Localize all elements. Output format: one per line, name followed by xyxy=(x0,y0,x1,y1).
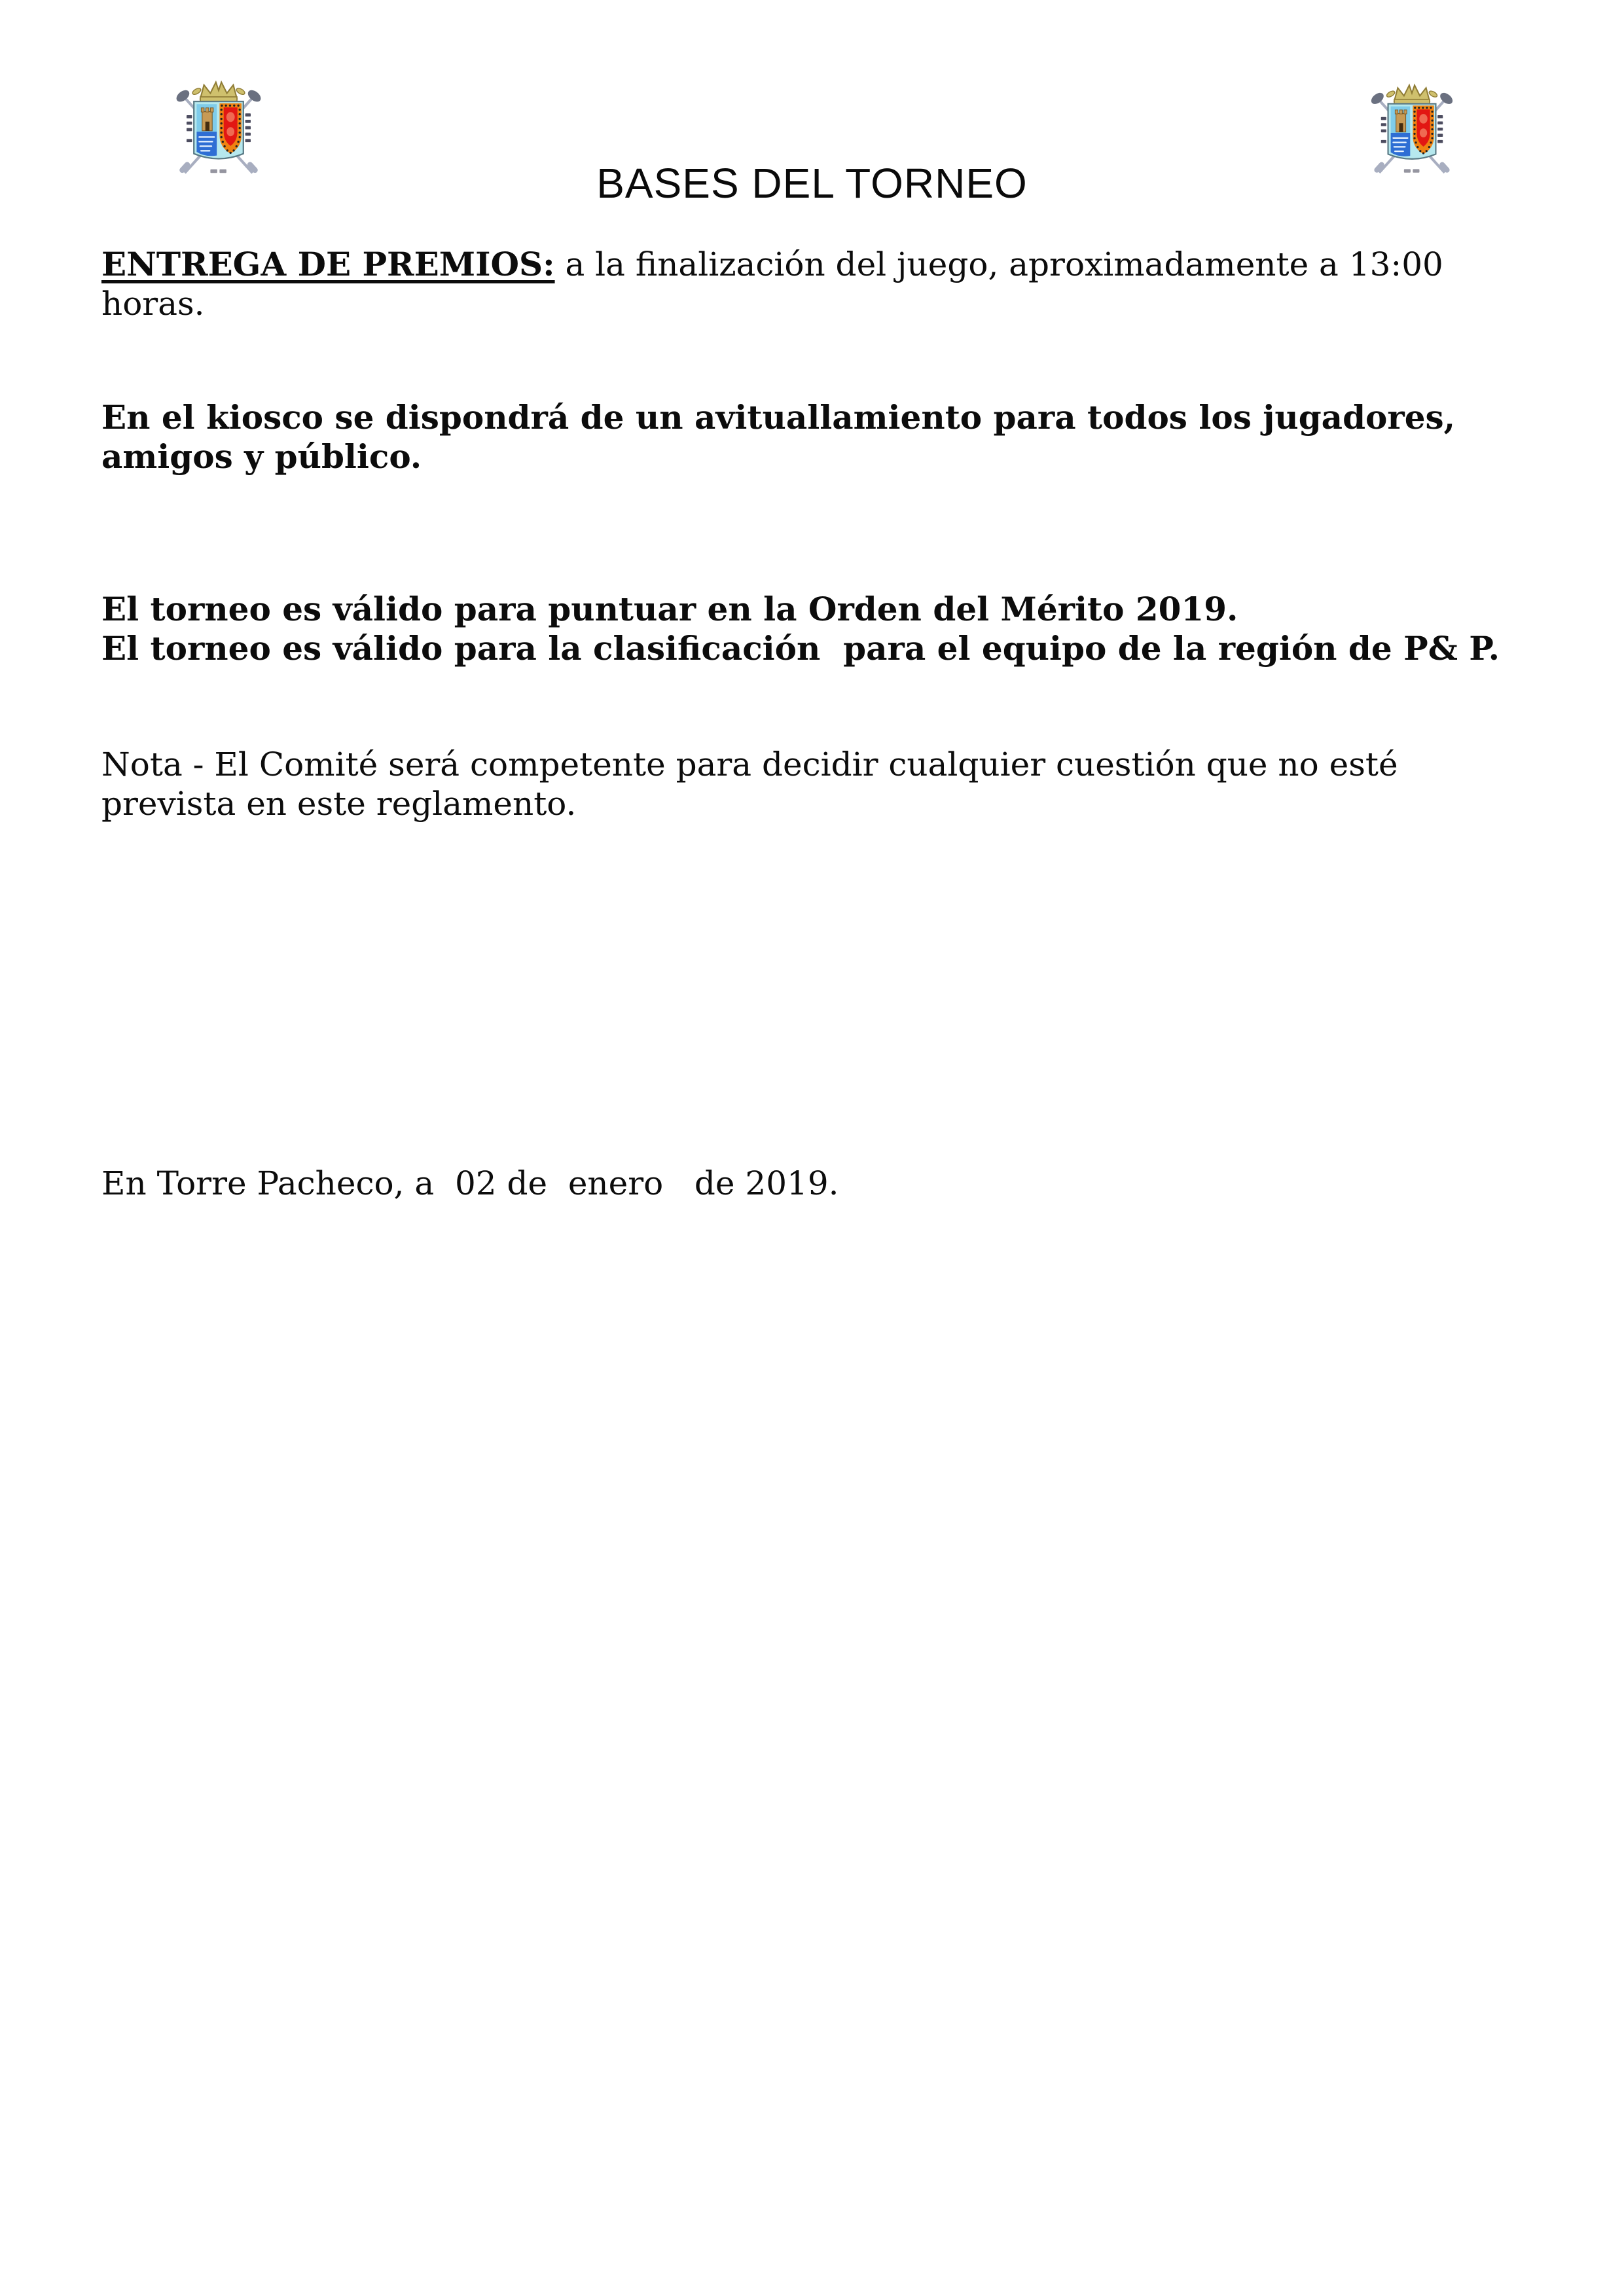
paragraph-kiosco xyxy=(101,398,1532,476)
paragraph-entrega-premios xyxy=(101,245,1532,323)
text-line: El torneo es válido para la clasificación para el equipo de la región de P& P. xyxy=(101,629,1500,668)
text-line: En Torre Pacheco, a 02 de enero de 2019. xyxy=(101,1164,839,1202)
text-line xyxy=(101,245,1532,284)
text-line: Nota - El Comité será competente para decidir cualquier cuestión que no esté xyxy=(101,745,1398,783)
paragraph-nota-comite xyxy=(101,745,1532,823)
text-line: En el kiosco se dispondrá de un avituallamiento para todos los jugadores, xyxy=(101,398,1456,437)
club-crest-logo-right xyxy=(1359,75,1465,185)
text-line: El torneo es válido para puntuar en la Orden del Mérito 2019. xyxy=(101,590,1238,628)
page-title: BASES DEL TORNEO xyxy=(596,159,1028,207)
text-line: horas. xyxy=(101,285,205,323)
entrega-premios-heading: ENTREGA DE PREMIOS: xyxy=(101,245,555,283)
text-line: prevista en este reglamento. xyxy=(101,785,577,823)
paragraph-torneo-valido xyxy=(101,590,1532,668)
paragraph-date-place xyxy=(101,1164,1532,1203)
text-line: amigos y público. xyxy=(101,437,422,476)
entrega-premios-text: a la finalización del juego, aproximadamente a 13:00 xyxy=(554,245,1443,283)
